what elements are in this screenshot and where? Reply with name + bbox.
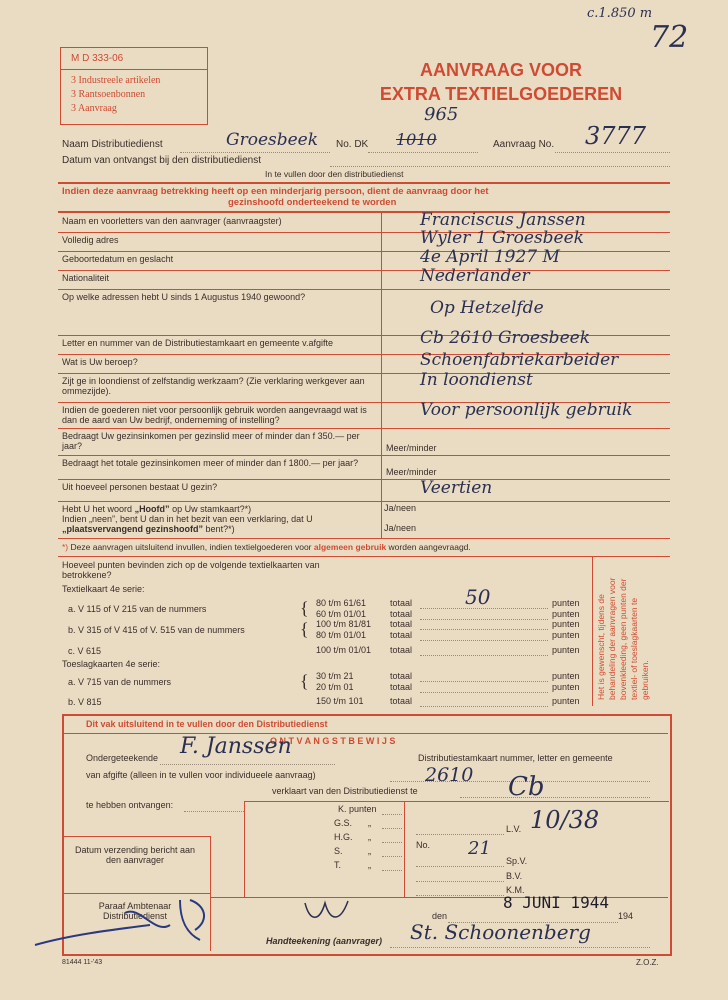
undersigned-label: Ondergeteekende (86, 753, 159, 763)
request-value: 3777 (585, 122, 647, 150)
grid-quote: „ (368, 818, 371, 828)
points-row-label: b. V 815 (68, 697, 102, 707)
title-line-2: EXTRA TEXTIELGOEDEREN (379, 84, 623, 104)
form-line-2: 3 Rantsoenbonnen (71, 89, 146, 100)
archive-ref: c.1.850 m (587, 6, 653, 21)
dk-struck: 1010 (396, 130, 437, 149)
stamkaart-value: 2610 (425, 764, 474, 786)
row-label: Letter en nummer van de Distributiestamkaart en gemeente v.afgifte (62, 338, 333, 348)
points-row-label: a. V 115 of V 215 van de nummers (68, 604, 207, 614)
office-label: Naam Distributiedienst (62, 139, 163, 150)
office-note: In te vullen door den distributiedienst (265, 169, 404, 179)
grid-quote: „ (368, 860, 371, 870)
row-label: Wat is Uw beroep? (62, 357, 138, 367)
declares-label: verklaart van den Distributiedienst te (272, 786, 418, 796)
range-label: 60 t/m 01/01 (316, 608, 367, 619)
total-label: totaal (390, 645, 413, 655)
points-row-label: c. V 615 (68, 646, 102, 656)
points-value: 50 (465, 584, 491, 609)
points-unit: punten (552, 618, 580, 629)
row-value: Cb 2610 Groesbeek (420, 328, 590, 348)
sign-value: St. Schoonenberg (410, 920, 591, 944)
date-label: Datum van ontvangst bij den distributiedienst (62, 155, 262, 166)
grid-label: G.S. (334, 818, 353, 828)
total-label: totaal (390, 597, 413, 608)
undersigned-value: F. Janssen (180, 734, 292, 759)
row-label: Nationaliteit (62, 273, 110, 283)
received-label: te hebben ontvangen: (86, 800, 174, 810)
grid-right-label: Sp.V. (506, 856, 528, 866)
warning-line-1: Indien deze aanvraag betrekking heeft op een minderjarig persoon, dient de aanvraag door het (62, 186, 489, 197)
grid-label: S. (334, 846, 343, 856)
send-date-label: Datum verzending bericht aan den aanvrager (74, 845, 196, 865)
form-line-1: 3 Industreele artikelen (71, 75, 161, 86)
range-brace: { (300, 597, 309, 618)
row-value: Meer/minder (386, 467, 437, 477)
sign-label: Handteekening (aanvrager) (266, 936, 383, 946)
row-value: Franciscus Janssen (420, 210, 586, 230)
row-label: Bedraagt het totale gezinsinkomen meer of minder dan f 1800.— per jaar? (62, 458, 359, 468)
stamkaart-q2: Indien „neen”, bent U dan in het bezit van een verklaring, dat U „plaatsvervangend gezinshoofd” bent?*) (62, 514, 313, 534)
row-label: Uit hoeveel personen bestaat U gezin? (62, 482, 218, 492)
office-value: Groesbeek (226, 130, 319, 150)
points-unit: punten (552, 597, 580, 608)
zoz-mark: Z.O.Z. (636, 958, 659, 967)
form-code: M D 333-06 (71, 53, 124, 64)
row-value: Voor persoonlijk gebruik (420, 400, 633, 420)
row-label: Geboortedatum en geslacht (62, 254, 174, 264)
stamkaart-q1: Hebt U het woord „Hoofd” op Uw stamkaart?*) (62, 504, 252, 514)
stamkaart-ans-1: Ja/neen (384, 503, 417, 513)
points-unit: punten (552, 608, 580, 619)
printer-mark: 81444 11-'43 (62, 959, 103, 966)
receipt-title: O N T V A N G S T B E W I J S (270, 736, 396, 746)
range-label: 100 t/m 01/01 (316, 645, 372, 655)
stamkaart-label: Distributiestamkaart nummer, letter en gemeente (418, 753, 613, 763)
points-question: Hoeveel punten bevinden zich op de volgende textielkaarten van betrokkene? (62, 560, 320, 580)
issue-label: van afgifte (alleen in te vullen voor individueele aanvraag) (86, 770, 316, 780)
paraaf-signature (30, 895, 240, 955)
grid-quote: „ (368, 832, 371, 842)
year-label: 194 (618, 911, 634, 921)
row-label: Bedraagt Uw gezinsinkomen per gezinslid meer of minder dan f 350.— per jaar? (62, 431, 360, 451)
total-label: totaal (390, 629, 413, 640)
row-value: In loondienst (420, 370, 533, 390)
row-label: Volledig adres (62, 235, 119, 245)
total-label: totaal (390, 681, 413, 692)
grid-right-label: L.V. (506, 824, 522, 834)
row-value: 4e April 1927 M (420, 247, 560, 267)
row-value: Veertien (420, 478, 493, 498)
total-label: totaal (390, 670, 413, 681)
grid-quote: „ (368, 846, 371, 856)
row-value: Schoenfabriekarbeider (420, 350, 619, 370)
slag-header: Toeslagkaarten 4e serie: (62, 659, 161, 669)
range-label: 80 t/m 61/61 (316, 597, 367, 608)
row-value: Meer/minder (386, 443, 437, 453)
grid-label: H.G. (334, 832, 353, 842)
row-label: Indien de goederen niet voor persoonlijk gebruik worden aangevraagd wat is dan de aard van Uw bedrijf, onderneming of instelling? (62, 405, 367, 425)
points-unit: punten (552, 681, 580, 692)
declares-value: Cb (508, 772, 545, 802)
receipt-grid (244, 801, 669, 898)
range-label: 80 t/m 01/01 (316, 629, 367, 640)
points-unit: punten (552, 645, 580, 655)
page-number: 72 (650, 20, 689, 55)
points-row-label: a. V 715 van de nummers (68, 677, 172, 687)
range-label: 100 t/m 81/81 (316, 618, 372, 629)
range-label: 150 t/m 101 (316, 696, 364, 706)
footnote: *) Deze aanvragen uitsluitend invullen, indien textielgoederen voor algemeen gebruik worden aangevraagd. (62, 542, 471, 552)
no-value: 21 (468, 838, 491, 859)
row-label: Naam en voorletters van den aanvrager (aanvraagster) (62, 216, 282, 226)
receipt-heading: Dit vak uitsluitend in te vullen door den Distributiedienst (86, 719, 328, 729)
grid-right-label: B.V. (506, 871, 523, 881)
range-brace: { (300, 618, 309, 639)
points-row-label: b. V 315 of V 415 of V. 515 van de nummers (68, 625, 245, 635)
dk-value: 965 (424, 104, 459, 125)
total-label: totaal (390, 608, 413, 619)
form-line-3: 3 Aanvraag (71, 103, 117, 114)
form-code-box (60, 47, 208, 125)
grid-right-label: K.M. (506, 885, 525, 895)
points-unit: punten (552, 696, 580, 706)
date-stamp: 8 JUNI 1944 (503, 893, 609, 912)
points-unit: punten (552, 629, 580, 640)
no-label: No. (416, 840, 431, 850)
row-label: Zijt ge in loondienst of zelfstandig werkzaam? (Zie verklaring werkgever aan ommezijde). (62, 376, 365, 396)
grid-label: T. (334, 860, 342, 870)
side-note: Het is gewenscht, tijdens de behandeling der aanvragen voor bovenkleeding, geen punten der textiel- of toeslagkaarten te gebruiken. (596, 577, 650, 700)
den-label: den (432, 911, 448, 921)
paraaf-label: Paraaf Ambtenaar Distributiedienst (98, 901, 172, 921)
warning-line-2: gezinshoofd onderteekend te worden (228, 197, 397, 208)
stamkaart-ans-2: Ja/neen (384, 523, 417, 533)
total-label: totaal (390, 696, 413, 706)
dk-label: No. DK (336, 139, 369, 150)
textile-header: Textielkaart 4e serie: (62, 584, 145, 594)
row-value: Nederlander (420, 266, 530, 286)
total-label: totaal (390, 618, 413, 629)
range-label: 30 t/m 21 (316, 670, 354, 681)
grid-label: K. punten (338, 804, 377, 814)
lv-value: 10/38 (530, 806, 600, 834)
row-label: Op welke adressen hebt U sinds 1 Augustus 1940 gewoond? (62, 292, 306, 302)
row-value: Op Hetzelfde (430, 298, 544, 318)
range-brace: { (300, 670, 309, 691)
receipt-scribble (300, 893, 360, 928)
title-line-1: AANVRAAG VOOR (419, 60, 582, 80)
points-unit: punten (552, 670, 580, 681)
row-value: Wyler 1 Groesbeek (420, 228, 584, 248)
request-label: Aanvraag No. (493, 139, 555, 150)
range-label: 20 t/m 01 (316, 681, 354, 692)
